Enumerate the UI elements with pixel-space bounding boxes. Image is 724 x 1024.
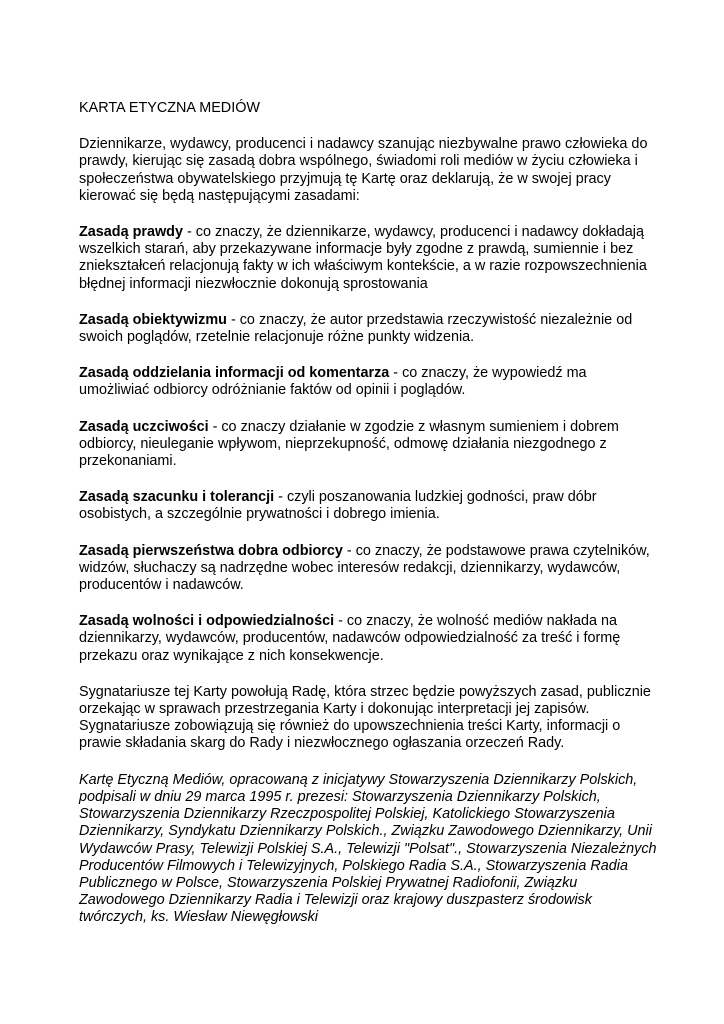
principle-text: - co znaczy, że dziennikarze, wydawcy, producenci i nadawcy dokładają wszelkich starań, aby przekazywane informacje były zgodne z prawdą, sumiennie i bez zniekształceń relacjonują fakty w ich właściwym kontekście, a w razie rozpowszechnienia błędnej informacji niezwłocznie dokonują sprostowania xyxy=(79,224,647,292)
principle-respect xyxy=(79,489,659,523)
document-page xyxy=(79,100,659,946)
principle-honesty xyxy=(79,419,659,471)
principle-text: - co znaczy działanie w zgodzie z własnym sumieniem i dobrem odbiorcy, nieuleganie wpływom, nieprzekupność, odmowę działania niezgodnego z przekonaniami. xyxy=(79,418,619,470)
principle-text: - co znaczy, że podstawowe prawa czytelników, widzów, słuchaczy są nadrzędne wobec interesów redakcji, dziennikarzy, wydawców, producentów i nadawców. xyxy=(79,542,650,594)
principle-label: Zasadą prawdy xyxy=(79,224,183,241)
closing-paragraph: Kartę Etyczną Mediów, opracowaną z inicjatywy Stowarzyszenia Dziennikarzy Polskich, podpisali w dniu 29 marca 1995 r. prezesi: Stowarzyszenia Dziennikarzy Polskich, Stowarzyszenia Dziennikarzy Rzeczpospolitej Polskiej, Katolickiego Stowarzyszenia Dziennikarzy, Syndykatu Dziennikarzy Polskich., Związku Zawodowego Dziennikarzy, Unii Wydawców Prasy, Telewizji Polskiej S.A., Telewizji "Polsat"., Stowarzyszenia Niezależnych Producentów Filmowych i Telewizyjnych, Polskiego Radia S.A., Stowarzyszenia Radia Publicznego w Polsce, Stowarzyszenia Polskiej Prywatnej Radiofonii, Związku Zawodowego Dziennikarzy Radia i Telewizji oraz krajowy duszpasterz środowisk twórczych, ks. Wiesław Niewęgłowski xyxy=(79,771,657,926)
principle-label: Zasadą oddzielania informacji od komentarza xyxy=(79,365,390,382)
principle-objectivity xyxy=(79,312,659,346)
principle-freedom-responsibility xyxy=(79,613,659,665)
principle-label: Zasadą szacunku i tolerancji xyxy=(79,489,275,506)
intro-paragraph: Dziennikarze, wydawcy, producenci i nadawcy szanując niezbywalne prawo człowieka do prawdy, kierując się zasadą dobra wspólnego, świadomi roli mediów w życiu człowieka i społeczeństwa obywatelskiego przyjmują tę Kartę oraz deklarują, że w swojej pracy kierować się będą następującymi zasadami: xyxy=(79,136,648,204)
principle-label: Zasadą pierwszeństwa dobra odbiorcy xyxy=(79,542,343,559)
document-title: KARTA ETYCZNA MEDIÓW xyxy=(79,100,260,116)
principle-label: Zasadą wolności i odpowiedzialności xyxy=(79,613,335,630)
principle-text: - co znaczy, że autor przedstawia rzeczywistość niezależnie od swoich poglądów, rzetelnie relacjonuje różne punkty widzenia. xyxy=(79,311,633,346)
principle-text: - co znaczy, że wolność mediów nakłada na dziennikarzy, wydawców, producentów, nadawców odpowiedzialność za treść i formę przekazu oraz wynikające z nich konsekwencje. xyxy=(79,613,621,664)
principle-separation xyxy=(79,365,659,399)
principle-label: Zasadą uczciwości xyxy=(79,418,209,435)
principle-label: Zasadą obiektywizmu xyxy=(79,311,227,328)
principle-text: - co znaczy, że wypowiedź ma umożliwiać odbiorcy odróżnianie faktów od opinii i poglądów. xyxy=(79,365,587,399)
signatories-paragraph: Sygnatariusze tej Karty powołują Radę, która strzec będzie powyższych zasad, publicznie orzekając w sprawach przestrzegania Karty i dokonując interpretacji jej zapisów. Sygnatariusze zobowiązują się również do upowszechnienia treści Karty, informacji o prawie składania skarg do Rady i niezwłocznego ogłaszania orzeczeń Rady. xyxy=(79,683,651,752)
principle-text: - czyli poszanowania ludzkiej godności, praw dóbr osobistych, a szczególnie prywatności i dobrego imienia. xyxy=(79,489,597,523)
principle-recipient-priority xyxy=(79,543,659,595)
principle-truth xyxy=(79,224,659,293)
